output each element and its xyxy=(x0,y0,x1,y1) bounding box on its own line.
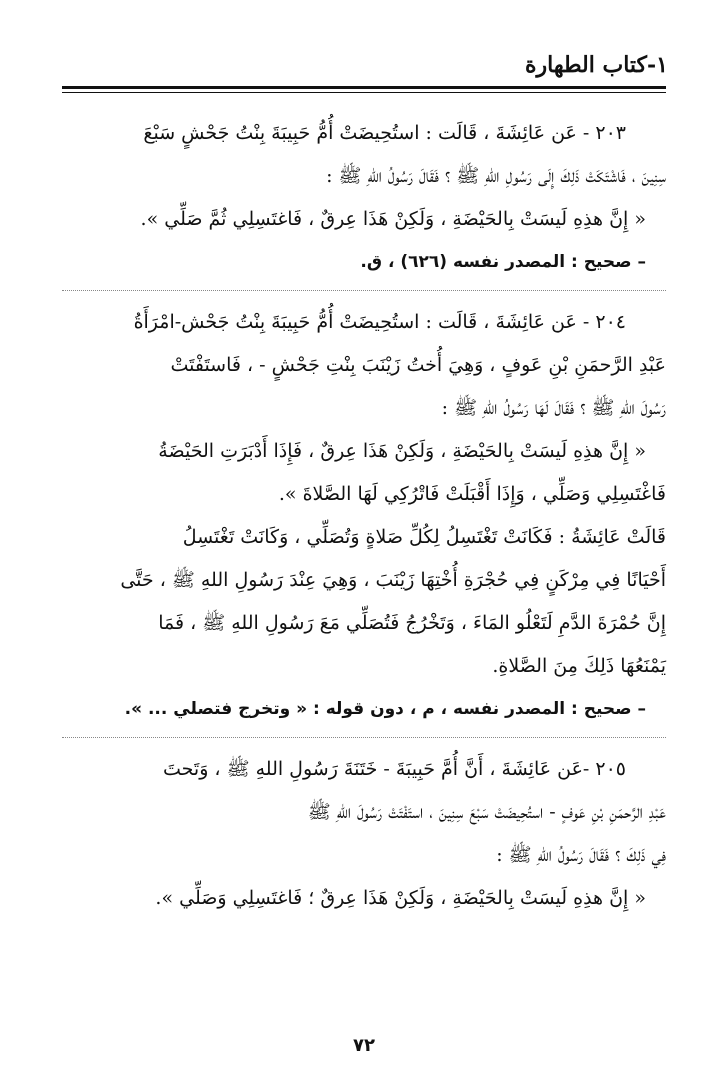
hadith-203 xyxy=(62,112,666,284)
hadith-text-line: ٢٠٤ - عَن عَائِشَةَ ، قَالَت : استُحِيضَتْ أُمُّ حَبِيبَةَ بِنْتُ جَحْش-امْرَأَةُ xyxy=(133,311,626,333)
hadith-text-line: سِنِينَ ، فَاشْتَكَتْ ذَلِكَ إِلَى رَسُولِ اللهِ ﷺ ؟ فَقَالَ رَسُولُ اللهِ ﷺ : xyxy=(326,165,666,187)
hadith-text-line: رَسُولَ اللهِ ﷺ ؟ فَقَالَ لَهَا رَسُولُ اللهِ ﷺ : xyxy=(441,397,666,419)
narration-line: إِنَّ حُمْرَةَ الدَّمِ لَتَعْلُو المَاءَ ، وَتَخْرُجُ فَتُصَلِّي مَعَ رَسُولِ اللهِ ﷺ ، فَمَا xyxy=(158,612,666,634)
hadith-text-line: عَبْدِ الرَّحمَنِ بْنِ عَوفٍ - استُحِيضَتْ سَبْعَ سِنِينَ ، استَفْتَتْ رَسُولَ اللهِ ﷺ xyxy=(307,801,666,823)
chapter-header: ١-كتاب الطهارة xyxy=(524,52,668,78)
hadith-grade: – صحيح : المصدر نفسه (٦٢٦) ، ق. xyxy=(360,252,646,272)
header-rule-thin xyxy=(62,92,666,93)
hadith-quote: « إِنَّ هذِهِ لَيسَتْ بِالحَيْضَةِ ، وَلَكِنْ هَذَا عِرقٌ ، فَاغتَسِلِي ثُمَّ صَلِّي ». xyxy=(140,208,646,230)
page-number: ٧٢ xyxy=(353,1035,375,1056)
hadith-quote: « إِنَّ هذِهِ لَيسَتْ بِالحَيْضَةِ ، وَلَكِنْ هَذَا عِرقٌ ؛ فَاغتَسِلِي وَصَلِّي ». xyxy=(155,887,646,909)
hadith-separator xyxy=(62,290,666,291)
hadith-separator xyxy=(62,737,666,738)
narration-line: قَالَتْ عَائِشَةُ : فَكَانَتْ تَغْتَسِلُ لِكُلِّ صَلاةٍ وَتُصَلِّي ، وَكَانَتْ تَغْتَسِلُ xyxy=(182,526,666,548)
hadith-quote-line: فَاغْتَسِلِي وَصَلِّي ، وَإِذَا أَقْبَلَتْ فَاتْرُكِي لَهَا الصَّلاةَ ». xyxy=(278,483,666,505)
header-rule-thick xyxy=(62,86,666,89)
hadith-text-line: ٢٠٥ -عَن عَائِشَةَ ، أَنَّ أُمَّ حَبِيبَةَ - خَتَنَةَ رَسُولِ اللهِ ﷺ ، وَتَحتَ xyxy=(163,758,626,780)
page-content xyxy=(62,112,666,920)
hadith-204 xyxy=(62,301,666,731)
hadith-grade: – صحيح : المصدر نفسه ، م ، دون قوله : « وتخرج فتصلي ... ». xyxy=(124,699,646,719)
narration-line: أَحْيَانًا فِي مِرْكَنٍ فِي حُجْرَةِ أُخْتِهَا زَيْنَبَ ، وَهِيَ عِنْدَ رَسُولِ اللهِ ﷺ ، حَتَّى xyxy=(120,569,666,591)
hadith-text-line: ٢٠٣ - عَن عَائِشَةَ ، قَالَت : استُحِيضَتْ أُمُّ حَبِيبَةَ بِنْتُ جَحْشٍ سَبْعَ xyxy=(143,122,626,144)
hadith-quote-line: « إِنَّ هذِهِ لَيسَتْ بِالحَيْضَةِ ، وَلَكِنْ هَذَا عِرقٌ ، فَإِذَا أَدْبَرَتِ الحَيْضَةُ xyxy=(158,440,646,462)
hadith-text-line: عَبْدِ الرَّحمَنِ بْنِ عَوفٍ ، وَهِيَ أُختُ زَيْنَبَ بِنْتِ جَحْشٍ - ، فَاستَفْتَتْ xyxy=(170,354,666,376)
narration-line: يَمْنَعُهَا ذَلِكَ مِنَ الصَّلاةِ. xyxy=(492,655,666,677)
hadith-text-line: فِي ذَلِكَ ؟ فَقَالَ رَسُولُ اللهِ ﷺ : xyxy=(496,844,666,866)
hadith-205 xyxy=(62,748,666,920)
